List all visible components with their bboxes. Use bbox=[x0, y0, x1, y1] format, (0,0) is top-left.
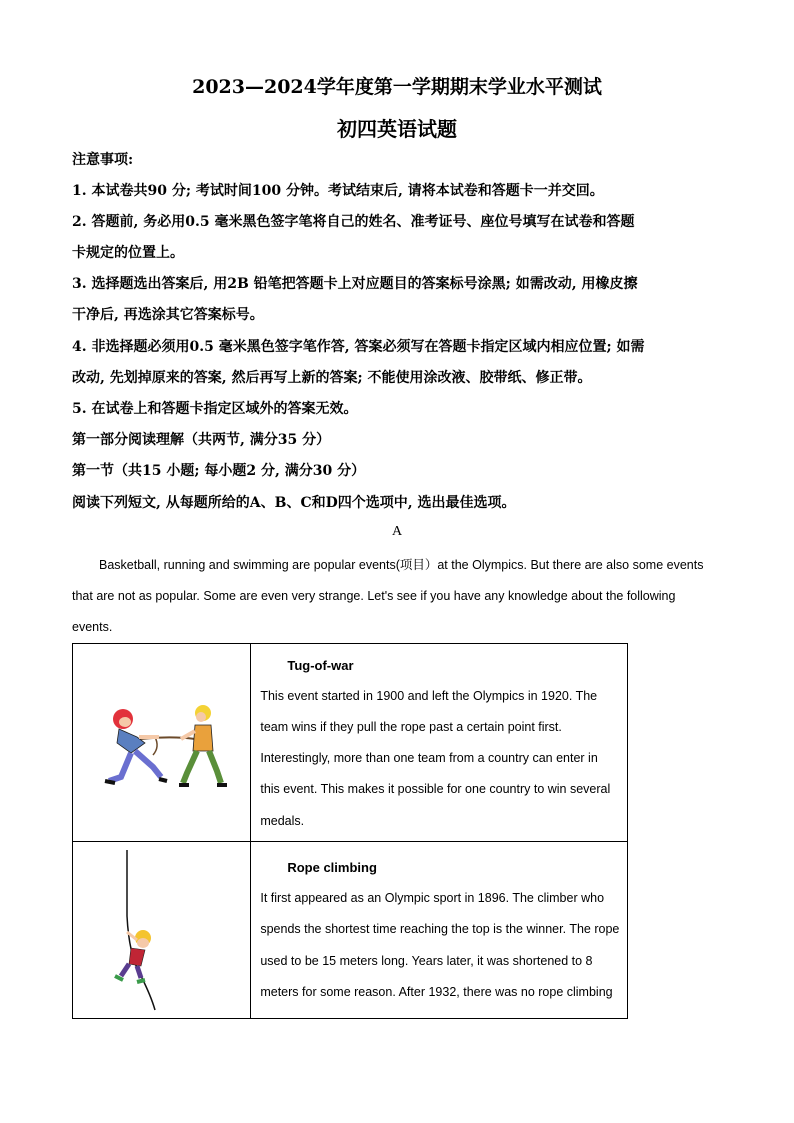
part-heading: 第一部分阅读理解（共两节, 满分35 分） bbox=[72, 432, 331, 448]
note-line: 2. 答题前, 务必用0.5 毫米黑色签字笔将自己的姓名、准考证号、座位号填写在试卷和答题 bbox=[72, 214, 635, 230]
event-line: spends the shortest time reaching the top is the winner. The rope bbox=[260, 922, 620, 936]
event-row bbox=[73, 644, 628, 842]
event-text-cell bbox=[251, 842, 628, 1019]
event-line: This event started in 1900 and left the Olympics in 1920. The bbox=[260, 689, 598, 703]
note-line: 干净后, 再选涂其它答案标号。 bbox=[72, 307, 264, 323]
event-title: Tug-of-war bbox=[287, 658, 354, 673]
event-line: used to be 15 meters long. Years later, it was shortened to 8 bbox=[260, 954, 593, 968]
event-title: Rope climbing bbox=[287, 860, 377, 875]
event-line: meters for some reason. After 1932, there was no rope climbing bbox=[260, 985, 613, 999]
rope-climbing-icon bbox=[101, 846, 181, 1016]
note-line: 1. 本试卷共90 分; 考试时间100 分钟。考试结束后, 请将本试卷和答题卡一并交回。 bbox=[72, 183, 604, 199]
event-line: It first appeared as an Olympic sport in 1896. The climber who bbox=[260, 891, 605, 905]
event-line: medals. bbox=[260, 814, 305, 828]
tug-of-war-icon bbox=[95, 699, 245, 799]
event-line: Interestingly, more than one team from a country can enter in bbox=[260, 751, 598, 765]
event-image-cell bbox=[73, 842, 251, 1019]
instruction: 阅读下列短文, 从每题所给的A、B、C和D四个选项中, 选出最佳选项。 bbox=[72, 495, 516, 511]
note-line: 5. 在试卷上和答题卡指定区域外的答案无效。 bbox=[72, 401, 358, 417]
notes-heading: 注意事项: bbox=[72, 152, 134, 168]
note-line: 改动, 先划掉原来的答案, 然后再写上新的答案; 不能使用涂改液、胶带纸、修正带。 bbox=[72, 370, 592, 386]
exam-title: 2023—2024学年度第一学期期末学业水平测试 bbox=[192, 76, 602, 98]
note-line: 4. 非选择题必须用0.5 毫米黑色签字笔作答, 答案必须写在答题卡指定区域内相应位置; 如需 bbox=[72, 339, 645, 355]
intro-line: that are not as popular. Some are even very strange. Let's see if you have any knowledge about the following bbox=[72, 589, 676, 603]
note-line: 3. 选择题选出答案后, 用2B 铅笔把答题卡上对应题目的答案标号涂黑; 如需改动, 用橡皮擦 bbox=[72, 276, 638, 292]
note-line: 卡规定的位置上。 bbox=[72, 245, 184, 261]
exam-subtitle: 初四英语试题 bbox=[337, 117, 457, 141]
intro-line: events. bbox=[72, 620, 113, 634]
event-line: this event. This makes it possible for one country to win several bbox=[260, 782, 611, 796]
event-line: team wins if they pull the rope past a certain point first. bbox=[260, 720, 562, 734]
passage-letter: A bbox=[391, 524, 403, 539]
event-text-cell bbox=[251, 644, 628, 842]
intro-line: Basketball, running and swimming are popular events(项目）at the Olympics. But there are also some events bbox=[99, 558, 704, 572]
event-row bbox=[73, 842, 628, 1019]
events-table bbox=[72, 643, 628, 1019]
section-heading: 第一节（共15 小题; 每小题2 分, 满分30 分） bbox=[72, 463, 366, 479]
event-image-cell bbox=[73, 644, 251, 842]
